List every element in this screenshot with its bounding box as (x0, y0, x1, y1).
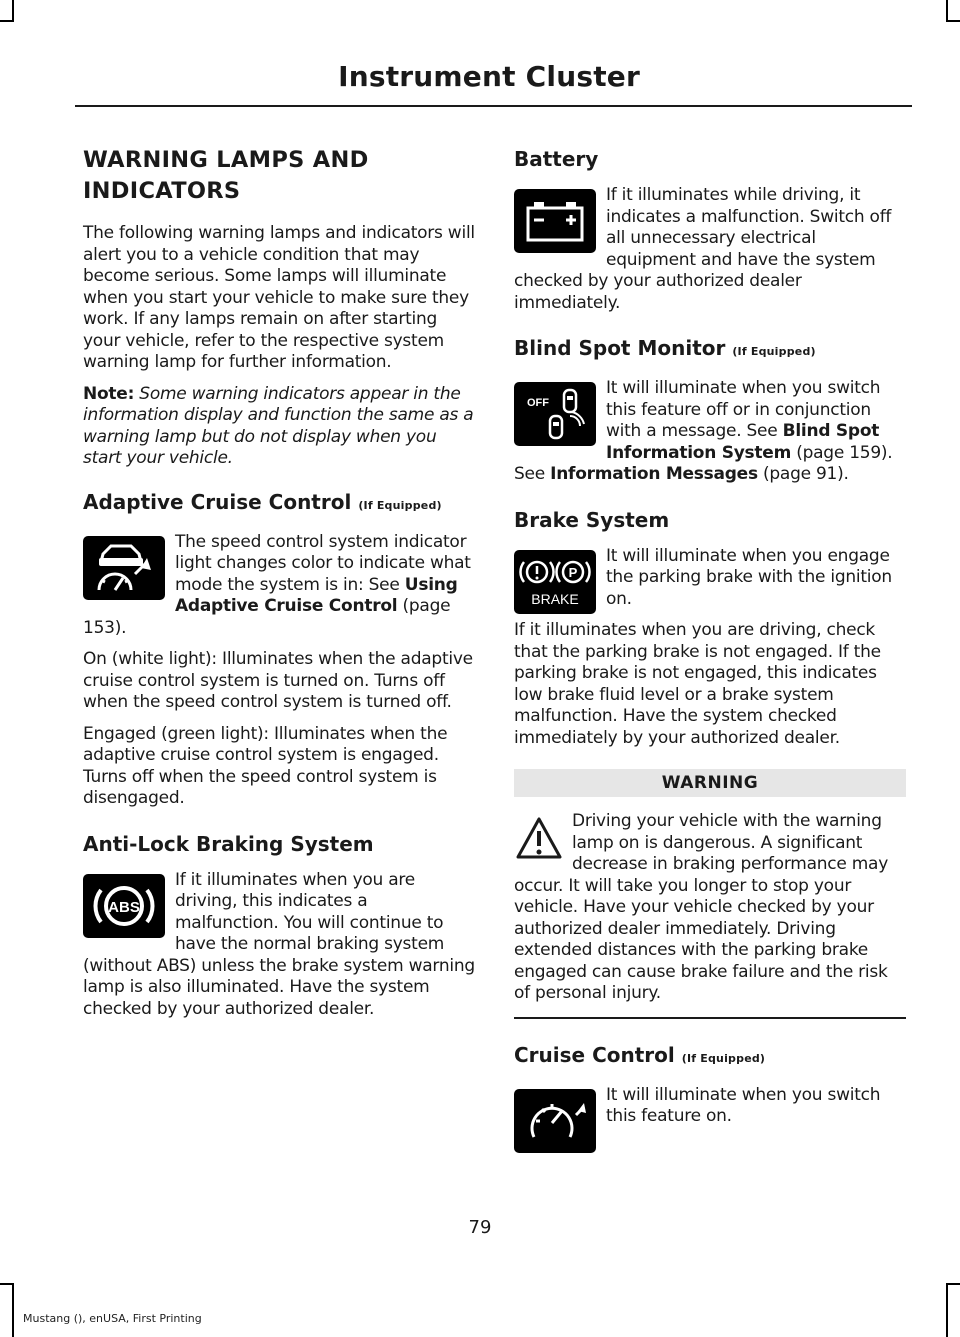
crop-mark-top-right (946, 0, 948, 20)
left-column (83, 145, 475, 1040)
cruise-qualifier: (If Equipped) (681, 1051, 766, 1065)
crop-mark-bottom-right-h (946, 1283, 960, 1285)
right-column (514, 145, 906, 1157)
blind-spot-qualifier: (If Equipped) (732, 345, 816, 358)
header-rule (75, 105, 912, 107)
crop-mark-bottom-left-h (0, 1283, 14, 1285)
brake-icon (514, 550, 596, 614)
footer-text: Mustang (), enUSA, First Printing (23, 1312, 202, 1325)
battery-icon (514, 189, 596, 253)
blind-spot-ref-link[interactable]: Blind Spot Information System (606, 421, 880, 463)
battery-title: Battery (514, 147, 599, 171)
cruise-icon (514, 1089, 596, 1153)
crop-mark-bottom-right (946, 1283, 948, 1337)
adaptive-cruise-title-text: Adaptive Cruise Control (83, 489, 352, 514)
adaptive-cruise-desc: The speed control system indicator light changes color to indicate what mode the system is in: See (175, 531, 471, 595)
intro-paragraph: The following warning lamps and indicators will alert you to a vehicle condition that may become serious. Some lamps will illuminate when you start your vehicle to make sure they work. If any lamps remain on after starting your vehicle, refer to the respective system warning lamp for further information. (83, 223, 475, 372)
abs-icon-text: ABS (108, 898, 140, 916)
note-text: Some warning indicators appear in the information display and function the same as a warning lamp but do not display when you start your vehicle. (83, 383, 474, 468)
section-heading: WARNING LAMPS AND INDICATORS (83, 147, 369, 204)
adaptive-cruise-page: (page 153). (83, 596, 451, 638)
note-label: Note: (83, 383, 135, 404)
note-paragraph (83, 384, 475, 470)
cruise-title-text: Cruise Control (514, 1042, 675, 1067)
brake-text: It will illuminate when you engage the parking brake with the ignition on. (606, 545, 892, 609)
info-messages-ref-link[interactable]: Information Messages (550, 464, 758, 484)
section-adaptive-cruise (83, 488, 475, 810)
crop-mark-top-left (12, 0, 14, 20)
section-blind-spot (514, 334, 906, 486)
abs-icon (83, 874, 165, 938)
blind-spot-page: (page 159). See (514, 442, 893, 484)
adaptive-cruise-on: On (white light): Illuminates when the adaptive cruise control system is turned on. Turns off when the speed control system is turned off. (83, 649, 473, 712)
cruise-title (514, 1041, 906, 1073)
brake-text-2: If it illuminates when you are driving, check that the parking brake is not engaged. If the parking brake is not engaged, this indicates low brake fluid level or a brake system malfunction. Have the system checked immediately by your authorized dealer. (514, 620, 881, 748)
brake-icon-text: BRAKE (531, 590, 579, 607)
blind-spot-icon (514, 382, 596, 446)
info-messages-page: (page 91). (762, 464, 849, 484)
adaptive-cruise-title (83, 488, 475, 520)
crop-mark-bottom-left (12, 1283, 14, 1337)
abs-text: If it illuminates when you are driving, this indicates a malfunction. You will continue to have the normal braking system (without ABS) unless the brake system warning lamp is also illuminated. Have the system checked by your authorized dealer. (83, 869, 475, 1019)
section-battery (514, 145, 906, 314)
warning-rule (514, 1017, 906, 1019)
adaptive-cruise-engaged: Engaged (green light): Illuminates when the adaptive cruise control system is engaged. Turns off when the speed control system is disengaged. (83, 723, 448, 808)
warning-text: Driving your vehicle with the warning lamp on is dangerous. A significant decrease in braking performance may occur. It will take you longer to stop your vehicle. Have your vehicle checked by your authorized dealer immediately. Driving extended distances with the parking brake engaged can cause brake failure and the risk of personal injury. (514, 811, 889, 1003)
section-abs (83, 830, 475, 1021)
adaptive-cruise-icon (83, 536, 165, 600)
blind-spot-icon-text: OFF (527, 397, 549, 409)
warning-label: WARNING (514, 769, 906, 797)
section-brake (514, 506, 906, 750)
warning-triangle-icon (514, 813, 564, 867)
svg-text:P: P (568, 564, 578, 580)
crop-mark-top-right-h (946, 20, 960, 22)
adaptive-cruise-ref-link[interactable]: Using Adaptive Cruise Control (175, 574, 458, 616)
section-cruise (514, 1041, 906, 1128)
warning-block (514, 769, 906, 1019)
brake-title: Brake System (514, 507, 670, 532)
adaptive-cruise-qualifier: (If Equipped) (358, 498, 442, 512)
page-number: 79 (468, 1217, 492, 1238)
blind-spot-title (514, 334, 906, 366)
page-header-title: Instrument Cluster (338, 60, 640, 93)
blind-spot-title-text: Blind Spot Monitor (514, 336, 726, 360)
blind-spot-desc: It will illuminate when you switch this feature off or in conjunction with a message. See (606, 378, 881, 441)
abs-title: Anti-Lock Braking System (83, 831, 374, 856)
crop-mark-top-left-h (0, 20, 14, 22)
battery-text: If it illuminates while driving, it indicates a malfunction. Switch off all unnecessary electrical equipment and have the system checked by your authorized dealer immediately. (514, 185, 892, 313)
cruise-text: It will illuminate when you switch this feature on. (606, 1084, 881, 1126)
